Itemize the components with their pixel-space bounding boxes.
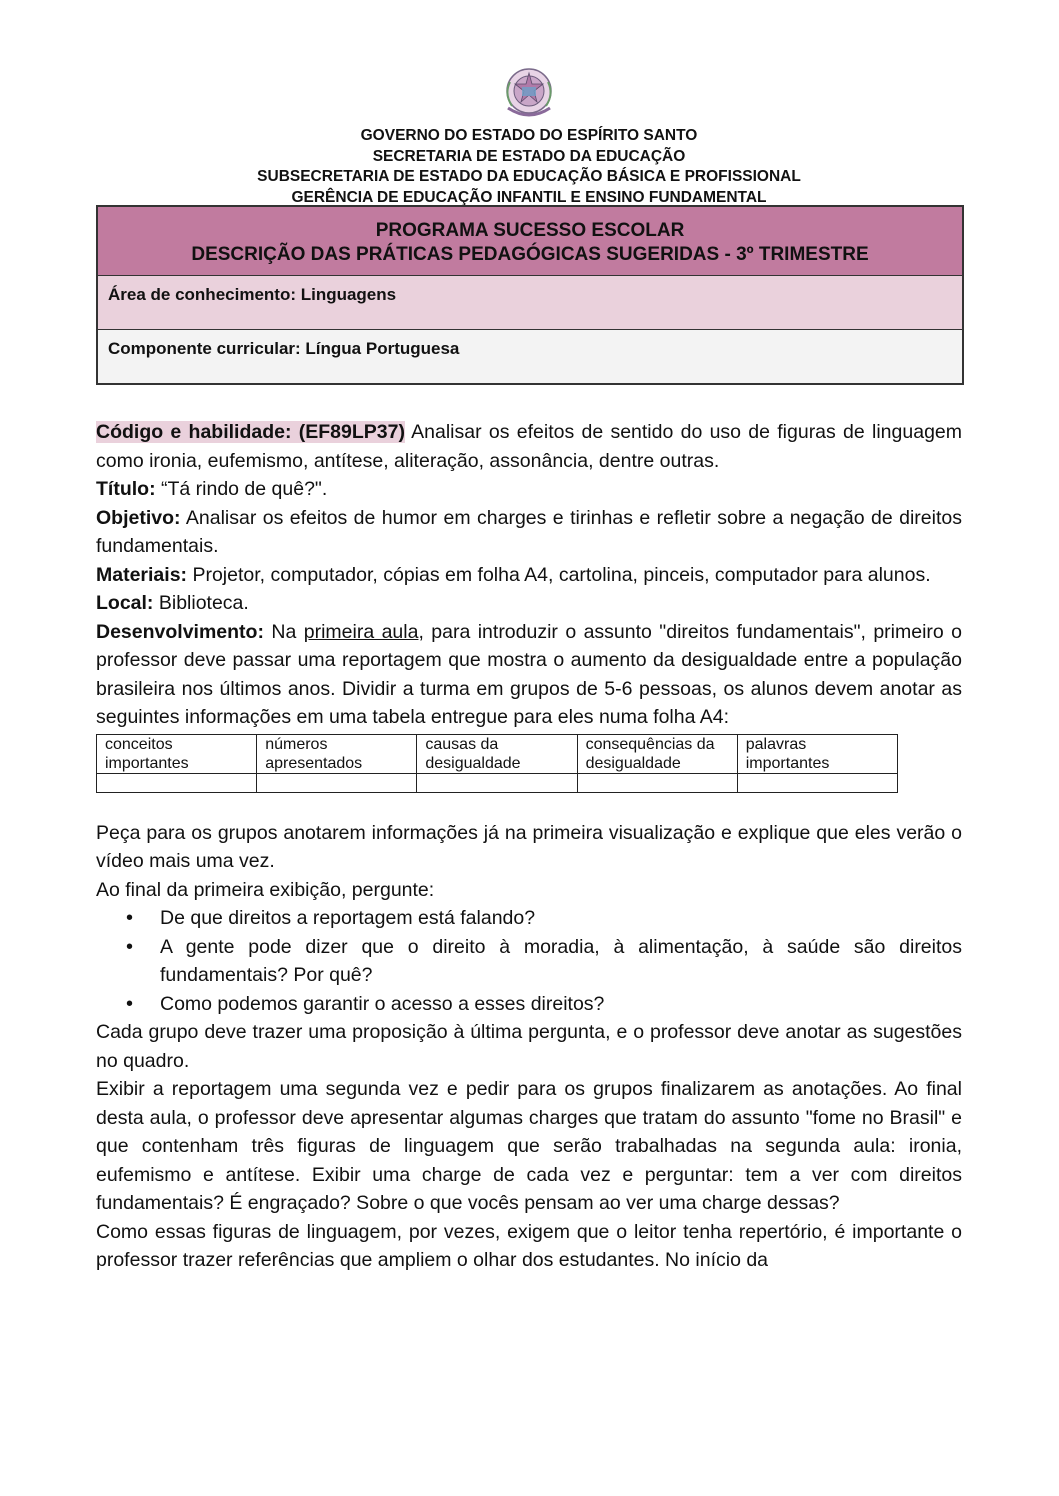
materials-text: Projetor, computador, cópias em folha A4, cartolina, pinceis, computador para alunos. [187, 563, 931, 586]
skill-code-label: Código e habilidade: (EF89LP37) [96, 421, 405, 443]
paragraph-first-viewing: Peça para os grupos anotarem informações já na primeira visualização e explique que eles verão o vídeo mais uma vez. [96, 821, 962, 872]
notes-table [96, 734, 898, 793]
question-item: • De que direitos a reportagem está falando? [160, 904, 962, 933]
title-paragraph [96, 475, 962, 504]
objective-paragraph [96, 504, 962, 561]
local-text: Biblioteca. [153, 592, 249, 614]
title-text: “Tá rindo de quê?". [155, 478, 328, 500]
development-text-start: Na [263, 620, 304, 643]
local-paragraph [96, 589, 962, 618]
development-text-rest: , para introduzir o assunto "direitos fundamentais", primeiro o professor deve passar uma reportagem que mostra o aumento da desigualdade entre a população brasileira nos últimos anos. Dividir a turma em grupos de 5-6 pessoas, os alunos devem anotar as seguintes informações em uma tabela entregue para eles numa folha A4: [96, 620, 963, 728]
notes-table-header-cell: causas da desigualdade [417, 734, 577, 773]
skill-paragraph [96, 418, 962, 475]
knowledge-area-row: Área de conhecimento: Linguagens [98, 276, 962, 330]
paragraph-second-viewing: Exibir a reportagem uma segunda vez e pedir para os grupos finalizarem as anotações. Ao final desta aula, o professor deve apresentar algumas charges que tratam do assunto "fome no Brasil" e que contenham três figuras de linguagem que serão trabalhadas na segunda aula: ironia, eufemismo e antítese. Exibir uma charge de cada vez e perguntar: tem a ver com direitos fundamentais? É engraçado? Sobre o que vocês pensam ao ver uma charge dessas? [96, 1078, 962, 1214]
lesson-body [96, 418, 962, 1275]
first-class-underlined: primeira aula [303, 620, 419, 643]
skill-code-text: Analisar os efeitos de sentido do uso de figuras de linguagem como ironia, eufemismo, antítese, aliteração, assonância, dentre outras. [96, 421, 962, 472]
local-label: Local: [96, 592, 154, 614]
paragraph-group-proposal: Cada grupo deve trazer uma proposição à última pergunta, e o professor deve anotar as sugestões no quadro. [96, 1021, 962, 1072]
notes-table-empty-cell [257, 773, 417, 792]
notes-table-empty-cell [417, 773, 577, 792]
header-line-gerencia: GERÊNCIA DE EDUCAÇÃO INFANTIL E ENSINO FUNDAMENTAL [291, 188, 767, 206]
paragraph-ask-intro: Ao final da primeira exibição, pergunte: [96, 878, 435, 901]
program-subtitle: DESCRIÇÃO DAS PRÁTICAS PEDAGÓGICAS SUGERIDAS - 3º TRIMESTRE [191, 244, 869, 265]
development-paragraph [96, 618, 962, 732]
header-line-subsecretaria: SUBSECRETARIA DE ESTADO DA EDUCAÇÃO BÁSICA E PROFISSIONAL [257, 168, 801, 185]
notes-table-header-row [97, 734, 898, 773]
questions-list [96, 904, 962, 1018]
state-crest-logo [500, 64, 558, 124]
title-label: Título: [96, 478, 156, 500]
notes-table-empty-row [97, 773, 898, 792]
notes-table-header-cell: palavras importantes [737, 734, 897, 773]
notes-table-header-cell: consequências da desigualdade [577, 734, 737, 773]
program-title-band [98, 207, 962, 276]
institution-header [96, 126, 962, 208]
objective-text: Analisar os efeitos de humor em charges e tirinhas e refletir sobre a negação de direitos fundamentais. [96, 506, 962, 557]
notes-table-empty-cell [577, 773, 737, 792]
header-line-governo: GOVERNO DO ESTADO DO ESPÍRITO SANTO [360, 127, 698, 144]
materials-paragraph [96, 561, 962, 590]
notes-table-empty-cell [737, 773, 897, 792]
paragraph-repertoire: Como essas figuras de linguagem, por vezes, exigem que o leitor tenha repertório, é importante o professor trazer referências que ampliem o olhar dos estudantes. No início da [96, 1220, 962, 1271]
development-label: Desenvolvimento: [96, 620, 264, 643]
notes-table-header-cell: números apresentados [257, 734, 417, 773]
header-line-secretaria: SECRETARIA DE ESTADO DA EDUCAÇÃO [372, 147, 686, 165]
notes-table-header-cell: conceitos importantes [97, 734, 257, 773]
program-info-box [96, 205, 964, 385]
question-item: • Como podemos garantir o acesso a esses direitos? [160, 990, 962, 1019]
notes-table-empty-cell [97, 773, 257, 792]
objective-label: Objetivo: [96, 506, 181, 529]
program-title: PROGRAMA SUCESSO ESCOLAR [375, 220, 685, 241]
materials-label: Materiais: [96, 563, 188, 586]
curricular-component-row: Componente curricular: Língua Portuguesa [98, 330, 962, 383]
question-item: • A gente pode dizer que o direito à moradia, à alimentação, à saúde são direitos fundamentais? Por quê? [160, 933, 962, 990]
